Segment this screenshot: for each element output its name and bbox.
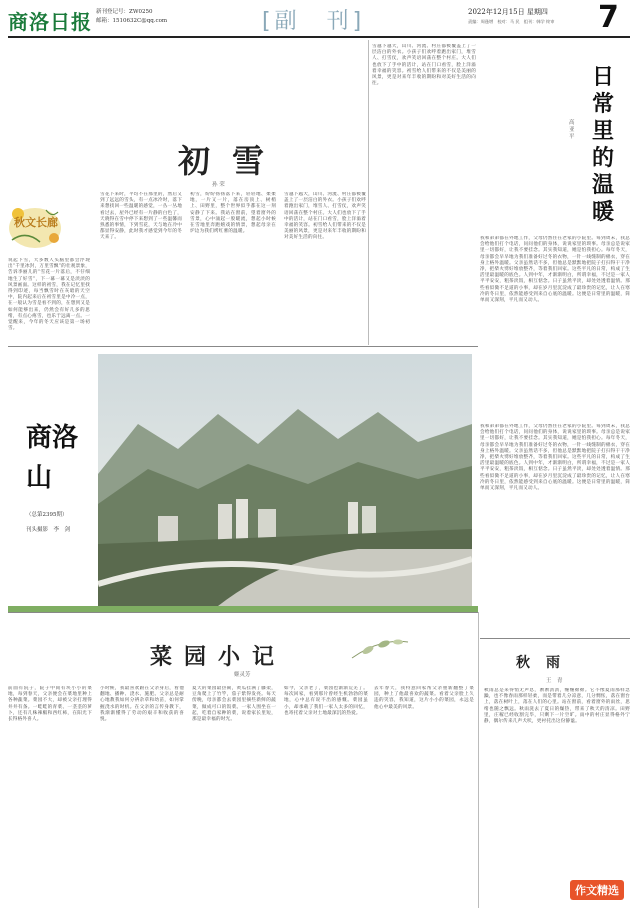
masthead-info-2: 邮箱：1510632C@qq.com (96, 18, 168, 24)
article-title-richang-text: 日常里的温暖 (591, 64, 614, 225)
article2-col5: 去年春天，我特意回家帮父亲重新翻整了菜园，种上了他最喜欢的蔬菜。看着父亲脸上久违的笑容，我知道，这片小小的菜园，永远是他心中最美的风景。 (374, 686, 474, 710)
issue-date: 2022年12月15日 星期四 (468, 8, 548, 16)
article2-col2: 小时候，我最喜欢跟在父亲身后，看他翻地、播种、浇水、施肥。父亲总是耐心地教我如何分辨杂草和幼苗，如何掌握浇水的时机。在父亲的言传身教下，我渐渐懂得了劳动的艰辛和收获的喜悦。 (100, 686, 184, 723)
footer-stamp: 作文精选 (570, 880, 624, 900)
masthead-info-1: 新刊登记号：ZW0250 (96, 9, 153, 15)
leaf-decoration (350, 634, 410, 666)
editors-line: 责编：周逢增 校对：马 民 组刊：韩学 终审 (468, 19, 555, 24)
article1-col4: 雪越下越大，山川、河流、村庄都被覆盖上了一层洁白的外衣。小孩子们欢呼着跑出家门，堆雪人、打雪仗，欢声笑语回荡在整个村庄。大人们也放下了手中的活计，站在门口看雪，脸上洋溢着幸福的笑容。初雪给人们带来的不仅是美丽的风景，更是对来年丰收的期盼和对美好生活的向往。 (284, 192, 366, 241)
article-author-richang: 高亚平 (569, 120, 575, 140)
article-title-caiyuan: 菜园小记 (150, 644, 287, 670)
photo-issue: （总第2395期） (26, 512, 68, 518)
article1-col3: 初雪，纷纷扬扬落下来，轻轻地、柔柔地，一片又一片，落在房顶上、树梢上、田野里，整个世界似乎都在这一刻安静了下来。我站在窗前，望着窗外的雪景，心中涌起一股暖流，想起小时候在雪地里奔跑嬉戏的情景，想起母亲在炉边为我们烤红薯的温暖。 (190, 192, 276, 235)
right-column-text-2: 我和弟弟都在外地工作，父母仍然住在老家的小院里。每到周末，我总会给他们打个电话，问问他们的身体，说说家里的琐事。母亲总是说家里一切都好，让我不要挂念。其实我知道，她是怕我担心。每年冬天，母亲都会早早地为我们准备好过冬的衣物，一针一线缝制的棉衣，穿在身上格外温暖。父亲虽然话不多，但他总是默默地把院子打扫得干干净净，把柴火劈好堆放整齐，等着我们回家。这些平凡的日常，构成了生活里最温暖的底色。人到中年，才渐渐明白，所谓幸福，不过是一家人平平安安，粗茶淡饭，相互惦念。日子虽然平淡，却处处透着温情。那些看似微不足道的小事，却在岁月里沉淀成了最珍贵的记忆，让人在寒冷的冬日里，依然能感受到来自心底的温暖。这便是日常里的温暖，简单而又深刻，平凡而又动人。 (480, 424, 630, 492)
landscape-photo (98, 354, 472, 606)
article-title-qiuyu: 秋雨 (516, 655, 576, 671)
article1-col5: 雪越下越大，山川、河流、村庄都被覆盖上了一层洁白的外衣。小孩子们欢呼着跑出家门，堆雪人、打雪仗，欢声笑语回荡在整个村庄。大人们也放下了手中的活计，站在门口看雪，脸上洋溢着幸福的笑容。初雪给人们带来的不仅是美丽的风景，更是对来年丰收的期盼和对美好生活的向往。 (372, 44, 476, 87)
masthead (0, 0, 638, 38)
article-author-chuxue: 孙 荣 (212, 182, 225, 188)
article1-col2: 雪花下来时，平均不在那里的，然后又到了远远的雪头，有一点冰冷时，落下来想找回一些温暖的感觉，一丛一丛地看过去，屋外已经有一片静的白色了，天晓得在雪中停下来想到了一些温馨而熟悉的事情，下到雪花，天与地在冷中都显得安静，此时我才感觉到今年的冬天来了。 (100, 192, 182, 241)
article-author-qiuyu: 王 青 (546, 678, 563, 684)
article2-col3: 夏天的菜园最热闹，黄瓜挂满了藤架，豆角爬上了竹竿，茄子紫得发亮。每天傍晚，母亲都会去菜园里摘些新鲜的蔬菜，做成可口的饭菜。一家人围坐在一起，吃着自家种的菜，说着家长里短，那是最幸福的时光。 (192, 686, 276, 723)
leaf-branch-icon (350, 634, 410, 662)
newspaper-logo: 商洛日报 (8, 10, 92, 34)
article2-col1: 前面有院子，院子中间有块小小的菜地，每到春天，父亲便会在菜地里种上各种蔬菜。菜园不大，却被父亲打理得井井有条。一畦畦的青菜、一垄垄的萝卜，还有几株辣椒和西红柿，在阳光下长得格外喜人。 (8, 686, 92, 723)
article3-text: 秋雨总是来得悄无声息，淅淅沥沥，缠缠绵绵。它不像夏雨那样急躁，也不像春雨那样轻柔，而是带着几分凉意，几分惆怅，落在窗台上，落在树叶上，落在人们的心里。站在窗前，看着窗外的雨丝，思绪也随之飘远。秋雨洗去了夏日的燥热，带来了秋天的清凉。田野里，庄稼已经收割完毕，只剩下一片空旷。雨中的村庄显得格外宁静，偶尔传来几声犬吠，更衬托出这份静谧。 (484, 688, 630, 725)
section-title: [副 刊] (262, 9, 366, 34)
mountain-city-photo-icon (98, 354, 472, 606)
article-title-chuxue: 初雪 (178, 142, 287, 180)
photo-title: 商洛山 (26, 423, 79, 493)
article2-col4: 如今，父亲老了，菜园也渐渐荒芜了。每次回家，看到那片曾经生机勃勃的菜地，心中总有说不出的感慨。菜园虽小，却承载了我们一家人太多的回忆，也寄托着父亲对土地最深沉的热爱。 (284, 686, 368, 716)
article-author-caiyuan: 姬灵芳 (234, 672, 251, 678)
photo-credit: 刊头摄影 李 剑 (26, 527, 71, 533)
article1-col1: 说起下雪，大多数人头脑里都会浮现出“千里冰封，万里雪飘”的壮观景象，告诉李丽儿的“雪花一片落后，不仔细地生了好雪”，下一幕一幕又是淡淡的风景画面。这样的初雪，我在记忆里找得到印迹，每当飘雪时在灰暗的天空中，院内起来后在初雪里是中冷一点，在一般认为雪是看不到的，在想到又是如何能够出来，仍然会有好几多的思绪，有点心疼雪，也乐于远离一点。一觉醒来，今年的冬天应该是第一场初雪。 (8, 258, 90, 332)
page-number: 7 (598, 0, 619, 35)
column-label: 秋文长廊 (14, 216, 58, 229)
article-title-richang (588, 64, 618, 226)
right-column-text: 我和弟弟都在外地工作，父母仍然住在老家的小院里。每到周末，我总会给他们打个电话，问问他们的身体，说说家里的琐事。母亲总是说家里一切都好，让我不要挂念。其实我知道，她是怕我担心。每年冬天，母亲都会早早地为我们准备好过冬的衣物，一针一线缝制的棉衣，穿在身上格外温暖。父亲虽然话不多，但他总是默默地把院子打扫得干干净净，把柴火劈好堆放整齐，等着我们回家。这些平凡的日常，构成了生活里最温暖的底色。人到中年，才渐渐明白，所谓幸福，不过是一家人平平安安，粗茶淡饭，相互惦念。日子虽然平淡，却处处透着温情。那些看似微不足道的小事，却在岁月里沉淀成了最珍贵的记忆，让人在寒冷的冬日里，依然能感受到来自心底的温暖。这便是日常里的温暖，简单而又深刻，平凡而又动人。 (480, 236, 630, 304)
